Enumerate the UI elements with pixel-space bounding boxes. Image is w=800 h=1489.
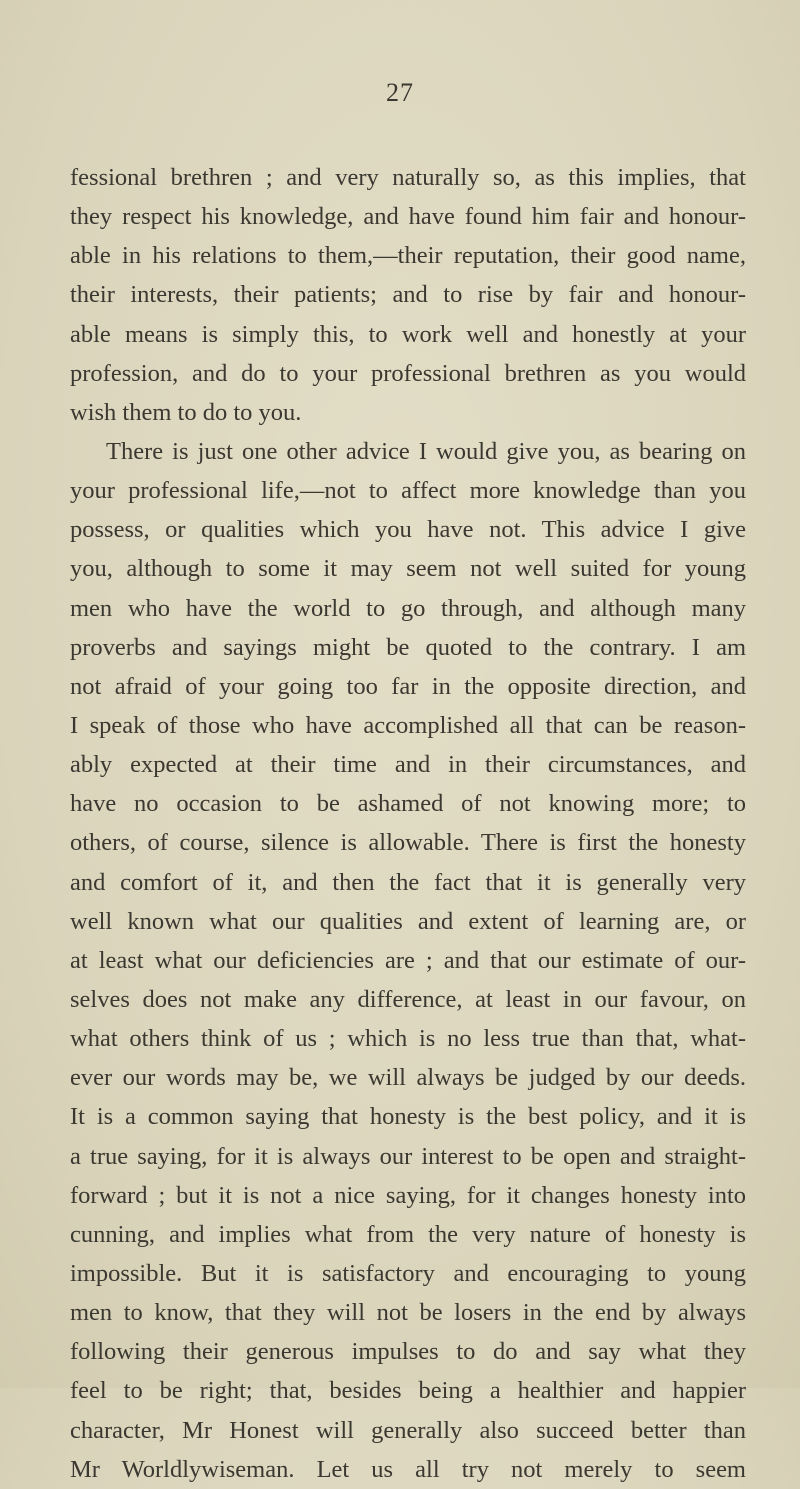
text-line: a true saying, for it is always our interest to be open and straight- [70,1142,746,1170]
page-number: 27 [386,78,414,107]
text-line: your professional life,—not to affect more knowledge than you [70,477,746,505]
text-line: There is just one other advice I would give you, as bearing on [106,437,746,465]
text-line: selves does not make any difference, at least in our favour, on [70,985,746,1013]
text-line: forward ; but it is not a nice saying, for it changes honesty into [70,1181,746,1209]
text-line: others, of course, silence is allowable. There is first the honesty [70,829,746,857]
text-line: cunning, and implies what from the very nature of honesty is [70,1220,746,1248]
text-line: fessional brethren ; and very naturally so, as this implies, that [70,164,746,191]
text-line: feel to be right; that, besides being a healthier and happier [70,1377,746,1405]
text-line: character, Mr Honest will generally also succeed better than [70,1416,746,1444]
text-line: I speak of those who have accomplished all that can be reason- [70,711,746,739]
text-line: what others think of us ; which is no less true than that, what- [70,1025,746,1053]
text-line: Mr Worldlywiseman. Let us all try not merely to seem [70,1455,746,1483]
text-line: you, although to some it may seem not well suited for young [70,555,746,583]
text-line: able means is simply this, to work well and honestly at your [70,320,746,348]
text-line: proverbs and sayings might be quoted to the contrary. I am [70,633,746,661]
text-line: men who have the world to go through, and although many [70,594,746,622]
text-line: possess, or qualities which you have not. This advice I give [70,516,746,544]
text-line: not afraid of your going too far in the opposite direction, and [70,672,746,700]
text-line: wish them to do to you. [70,398,302,426]
text-line: at least what our deficiencies are ; and that our estimate of our- [70,946,746,974]
text-line: ably expected at their time and in their circumstances, and [70,751,746,779]
text-line: profession, and do to your professional brethren as you would [70,359,746,387]
text-line: and comfort of it, and then the fact that it is generally very [70,868,746,896]
text-line: well known what our qualities and extent of learning are, or [70,907,746,935]
text-line: able in his relations to them,—their reputation, their good name, [70,242,746,270]
text-line: It is a common saying that honesty is the best policy, and it is [70,1103,746,1131]
text-line: their interests, their patients; and to rise by fair and honour- [70,281,746,309]
text-line: following their generous impulses to do and say what they [70,1338,746,1366]
text-line: have no occasion to be ashamed of not knowing more; to [70,790,746,818]
text-line: impossible. But it is satisfactory and encouraging to young [70,1259,746,1287]
text-line: ever our words may be, we will always be judged by our deeds. [70,1064,746,1092]
body-text [70,158,746,1489]
text-line: they respect his knowledge, and have found him fair and honour- [70,203,746,231]
text-line: men to know, that they will not be losers in the end by always [70,1299,746,1327]
